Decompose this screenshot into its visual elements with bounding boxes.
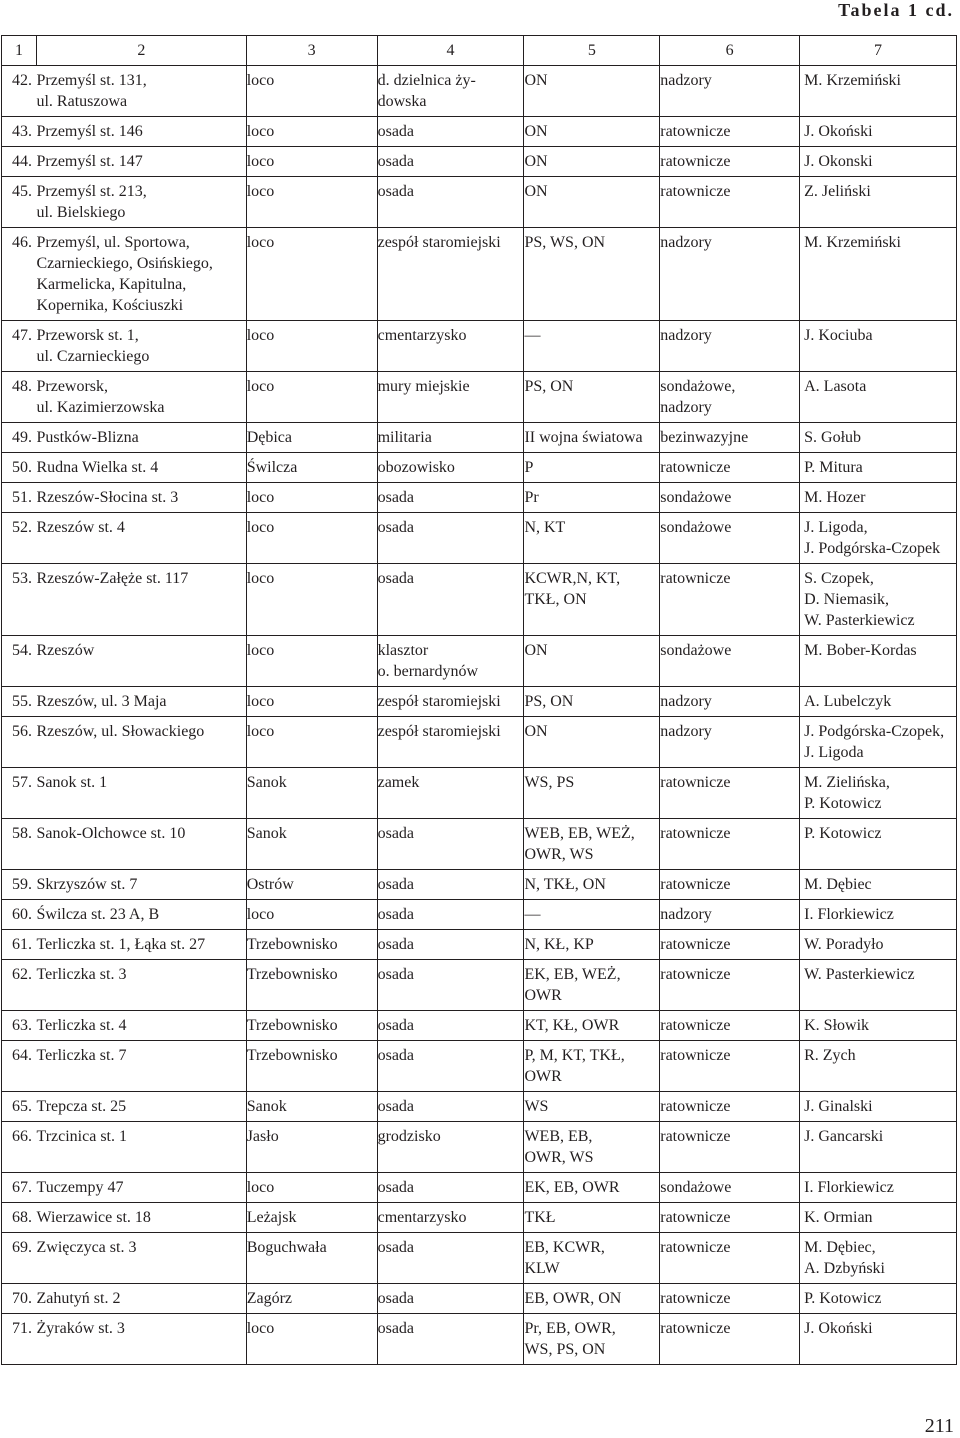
cell-municipality: Leżajsk — [246, 1203, 377, 1233]
cell-site: Sanok st. 1 — [36, 768, 246, 819]
cell-type: osada — [377, 1284, 524, 1314]
cell-research: ratownicze — [660, 960, 800, 1011]
cell-culture: ON — [524, 717, 660, 768]
table-row — [2, 1284, 957, 1314]
cell-site: Sanok-Olchowce st. 10 — [36, 819, 246, 870]
cell-author: M. Dębiec, A. Dzbyński — [800, 1233, 957, 1284]
table-row — [2, 423, 957, 453]
cell-number: 68. — [2, 1203, 37, 1233]
cell-type: osada — [377, 1092, 524, 1122]
cell-culture: Pr — [524, 483, 660, 513]
cell-type: zespół staromiejski — [377, 228, 524, 321]
column-header: 2 — [36, 36, 246, 66]
cell-author: S. Gołub — [800, 423, 957, 453]
cell-culture: — — [524, 321, 660, 372]
cell-site: Trzcinica st. 1 — [36, 1122, 246, 1173]
column-header: 3 — [246, 36, 377, 66]
table-row — [2, 483, 957, 513]
cell-type: osada — [377, 870, 524, 900]
cell-municipality: Dębica — [246, 423, 377, 453]
cell-culture: WS — [524, 1092, 660, 1122]
cell-author: J. Okoński — [800, 1314, 957, 1365]
cell-author: M. Krzemiński — [800, 66, 957, 117]
cell-culture: N, TKŁ, ON — [524, 870, 660, 900]
cell-culture: EB, OWR, ON — [524, 1284, 660, 1314]
cell-culture: N, KT — [524, 513, 660, 564]
cell-site: Przeworsk st. 1, ul. Czarnieckiego — [36, 321, 246, 372]
cell-municipality: loco — [246, 177, 377, 228]
cell-site: Tuczempy 47 — [36, 1173, 246, 1203]
cell-number: 49. — [2, 423, 37, 453]
cell-author: P. Kotowicz — [800, 819, 957, 870]
table-row — [2, 453, 957, 483]
column-header: 4 — [377, 36, 524, 66]
table-row — [2, 1122, 957, 1173]
cell-type: osada — [377, 960, 524, 1011]
cell-municipality: Trzebownisko — [246, 1041, 377, 1092]
cell-site: Zwięczyca st. 3 — [36, 1233, 246, 1284]
cell-research: nadzory — [660, 900, 800, 930]
cell-culture: P, M, KT, TKŁ, OWR — [524, 1041, 660, 1092]
cell-research: ratownicze — [660, 1314, 800, 1365]
cell-number: 59. — [2, 870, 37, 900]
cell-municipality: Trzebownisko — [246, 930, 377, 960]
cell-research: ratownicze — [660, 1092, 800, 1122]
cell-author: S. Czopek, D. Niemasik, W. Pasterkiewicz — [800, 564, 957, 636]
table-row — [2, 372, 957, 423]
cell-municipality: loco — [246, 717, 377, 768]
cell-author: K. Ormian — [800, 1203, 957, 1233]
cell-municipality: loco — [246, 228, 377, 321]
cell-number: 48. — [2, 372, 37, 423]
cell-number: 57. — [2, 768, 37, 819]
cell-culture: P — [524, 453, 660, 483]
cell-type: d. dzielnica ży- dowska — [377, 66, 524, 117]
cell-author: J. Kociuba — [800, 321, 957, 372]
cell-site: Rzeszów — [36, 636, 246, 687]
cell-number: 70. — [2, 1284, 37, 1314]
cell-site: Terliczka st. 3 — [36, 960, 246, 1011]
header-row — [2, 36, 957, 66]
table-row — [2, 870, 957, 900]
cell-number: 54. — [2, 636, 37, 687]
cell-site: Rzeszów-Załęże st. 117 — [36, 564, 246, 636]
cell-type: osada — [377, 117, 524, 147]
cell-culture: — — [524, 900, 660, 930]
cell-author: M. Hozer — [800, 483, 957, 513]
table-row — [2, 228, 957, 321]
cell-municipality: loco — [246, 1173, 377, 1203]
table-row — [2, 636, 957, 687]
cell-number: 46. — [2, 228, 37, 321]
cell-municipality: Zagórz — [246, 1284, 377, 1314]
page-number: 211 — [924, 1415, 954, 1437]
cell-type: osada — [377, 564, 524, 636]
cell-municipality: Sanok — [246, 819, 377, 870]
table-row — [2, 960, 957, 1011]
cell-culture: ON — [524, 177, 660, 228]
cell-number: 60. — [2, 900, 37, 930]
cell-research: nadzory — [660, 687, 800, 717]
cell-culture: EB, KCWR, KLW — [524, 1233, 660, 1284]
cell-municipality: Jasło — [246, 1122, 377, 1173]
cell-research: ratownicze — [660, 453, 800, 483]
cell-research: ratownicze — [660, 117, 800, 147]
cell-culture: WS, PS — [524, 768, 660, 819]
cell-author: P. Kotowicz — [800, 1284, 957, 1314]
cell-type: zespół staromiejski — [377, 687, 524, 717]
cell-site: Przemyśl st. 146 — [36, 117, 246, 147]
cell-number: 56. — [2, 717, 37, 768]
cell-number: 71. — [2, 1314, 37, 1365]
cell-research: nadzory — [660, 66, 800, 117]
cell-author: W. Pasterkiewicz — [800, 960, 957, 1011]
cell-municipality: Boguchwała — [246, 1233, 377, 1284]
cell-research: nadzory — [660, 717, 800, 768]
cell-site: Wierzawice st. 18 — [36, 1203, 246, 1233]
table-row — [2, 1011, 957, 1041]
table-header — [2, 36, 957, 66]
cell-research: sondażowe, nadzory — [660, 372, 800, 423]
table-row — [2, 1233, 957, 1284]
cell-culture: WEB, EB, OWR, WS — [524, 1122, 660, 1173]
table-row — [2, 1092, 957, 1122]
cell-site: Świlcza st. 23 A, B — [36, 900, 246, 930]
column-header: 7 — [800, 36, 957, 66]
cell-research: sondażowe — [660, 513, 800, 564]
cell-culture: ON — [524, 117, 660, 147]
table-row — [2, 1173, 957, 1203]
cell-research: ratownicze — [660, 1284, 800, 1314]
cell-author: K. Słowik — [800, 1011, 957, 1041]
cell-author: J. Ligoda, J. Podgórska-Czopek — [800, 513, 957, 564]
table-row — [2, 1041, 957, 1092]
cell-site: Przemyśl, ul. Sportowa, Czarnieckiego, Osińskiego, Karmelicka, Kapitulna, Kopernika, Kościuszki — [36, 228, 246, 321]
cell-author: M. Zielińska, P. Kotowicz — [800, 768, 957, 819]
cell-research: ratownicze — [660, 147, 800, 177]
cell-municipality: loco — [246, 687, 377, 717]
cell-research: ratownicze — [660, 1203, 800, 1233]
cell-culture: PS, WS, ON — [524, 228, 660, 321]
cell-type: osada — [377, 1041, 524, 1092]
cell-number: 52. — [2, 513, 37, 564]
cell-author: I. Florkiewicz — [800, 900, 957, 930]
cell-number: 50. — [2, 453, 37, 483]
cell-site: Przemyśl st. 147 — [36, 147, 246, 177]
cell-research: ratownicze — [660, 1011, 800, 1041]
cell-site: Rzeszów st. 4 — [36, 513, 246, 564]
cell-culture: ON — [524, 66, 660, 117]
cell-number: 43. — [2, 117, 37, 147]
cell-author: P. Mitura — [800, 453, 957, 483]
cell-municipality: Trzebownisko — [246, 1011, 377, 1041]
cell-author: I. Florkiewicz — [800, 1173, 957, 1203]
table-row — [2, 321, 957, 372]
cell-author: J. Okonski — [800, 147, 957, 177]
table-caption: Tabela 1 cd. — [838, 0, 954, 20]
table-row — [2, 147, 957, 177]
cell-type: cmentarzysko — [377, 321, 524, 372]
cell-author: A. Lubelczyk — [800, 687, 957, 717]
table-row — [2, 66, 957, 117]
cell-research: ratownicze — [660, 930, 800, 960]
cell-culture: EK, EB, OWR — [524, 1173, 660, 1203]
cell-municipality: loco — [246, 483, 377, 513]
cell-number: 65. — [2, 1092, 37, 1122]
cell-type: cmentarzysko — [377, 1203, 524, 1233]
cell-author: M. Dębiec — [800, 870, 957, 900]
cell-type: mury miejskie — [377, 372, 524, 423]
cell-site: Terliczka st. 4 — [36, 1011, 246, 1041]
table-row — [2, 687, 957, 717]
cell-municipality: Sanok — [246, 1092, 377, 1122]
cell-author: Z. Jeliński — [800, 177, 957, 228]
cell-research: ratownicze — [660, 1041, 800, 1092]
cell-site: Rzeszów, ul. Słowackiego — [36, 717, 246, 768]
cell-author: W. Poradyło — [800, 930, 957, 960]
cell-culture: WEB, EB, WEŻ, OWR, WS — [524, 819, 660, 870]
cell-number: 45. — [2, 177, 37, 228]
cell-type: osada — [377, 1173, 524, 1203]
cell-culture: Pr, EB, OWR, WS, PS, ON — [524, 1314, 660, 1365]
cell-culture: KT, KŁ, OWR — [524, 1011, 660, 1041]
cell-type: osada — [377, 147, 524, 177]
cell-site: Przeworsk, ul. Kazimierzowska — [36, 372, 246, 423]
cell-author: R. Zych — [800, 1041, 957, 1092]
cell-research: ratownicze — [660, 1233, 800, 1284]
column-header: 5 — [524, 36, 660, 66]
cell-site: Przemyśl st. 131, ul. Ratuszowa — [36, 66, 246, 117]
cell-municipality: loco — [246, 66, 377, 117]
cell-research: ratownicze — [660, 870, 800, 900]
cell-culture: PS, ON — [524, 372, 660, 423]
cell-type: osada — [377, 819, 524, 870]
cell-type: osada — [377, 483, 524, 513]
cell-culture: N, KŁ, KP — [524, 930, 660, 960]
cell-municipality: Sanok — [246, 768, 377, 819]
cell-type: obozowisko — [377, 453, 524, 483]
cell-site: Przemyśl st. 213, ul. Bielskiego — [36, 177, 246, 228]
cell-number: 62. — [2, 960, 37, 1011]
cell-municipality: Świlcza — [246, 453, 377, 483]
table-row — [2, 900, 957, 930]
cell-municipality: loco — [246, 513, 377, 564]
cell-municipality: loco — [246, 117, 377, 147]
column-header: 1 — [2, 36, 37, 66]
cell-research: sondażowe — [660, 483, 800, 513]
cell-number: 63. — [2, 1011, 37, 1041]
cell-site: Żyraków st. 3 — [36, 1314, 246, 1365]
cell-type: osada — [377, 900, 524, 930]
cell-type: grodzisko — [377, 1122, 524, 1173]
column-header: 6 — [660, 36, 800, 66]
cell-municipality: loco — [246, 636, 377, 687]
cell-research: ratownicze — [660, 177, 800, 228]
cell-municipality: Trzebownisko — [246, 960, 377, 1011]
cell-site: Trepcza st. 25 — [36, 1092, 246, 1122]
cell-culture: ON — [524, 147, 660, 177]
cell-research: sondażowe — [660, 636, 800, 687]
cell-site: Rzeszów, ul. 3 Maja — [36, 687, 246, 717]
cell-municipality: loco — [246, 900, 377, 930]
table-row — [2, 513, 957, 564]
cell-site: Pustków-Blizna — [36, 423, 246, 453]
cell-research: bezinwazyjne — [660, 423, 800, 453]
cell-type: osada — [377, 930, 524, 960]
cell-author: J. Okoński — [800, 117, 957, 147]
cell-research: nadzory — [660, 228, 800, 321]
table-row — [2, 819, 957, 870]
cell-research: sondażowe — [660, 1173, 800, 1203]
cell-author: M. Bober-Kordas — [800, 636, 957, 687]
table-row — [2, 930, 957, 960]
cell-culture: ON — [524, 636, 660, 687]
cell-research: ratownicze — [660, 1122, 800, 1173]
cell-municipality: loco — [246, 1314, 377, 1365]
cell-site: Terliczka st. 1, Łąka st. 27 — [36, 930, 246, 960]
cell-type: militaria — [377, 423, 524, 453]
cell-culture: KCWR,N, KT, TKŁ, ON — [524, 564, 660, 636]
cell-site: Rudna Wielka st. 4 — [36, 453, 246, 483]
cell-site: Zahutyń st. 2 — [36, 1284, 246, 1314]
cell-type: zespół staromiejski — [377, 717, 524, 768]
cell-site: Skrzyszów st. 7 — [36, 870, 246, 900]
cell-number: 47. — [2, 321, 37, 372]
cell-research: ratownicze — [660, 768, 800, 819]
cell-author: J. Ginalski — [800, 1092, 957, 1122]
cell-type: klasztor o. bernardynów — [377, 636, 524, 687]
table-row — [2, 177, 957, 228]
cell-number: 51. — [2, 483, 37, 513]
cell-culture: PS, ON — [524, 687, 660, 717]
cell-number: 44. — [2, 147, 37, 177]
cell-municipality: loco — [246, 321, 377, 372]
cell-type: osada — [377, 1233, 524, 1284]
cell-number: 42. — [2, 66, 37, 117]
cell-number: 58. — [2, 819, 37, 870]
table-body — [2, 66, 957, 1365]
cell-author: J. Gancarski — [800, 1122, 957, 1173]
cell-municipality: loco — [246, 147, 377, 177]
cell-number: 67. — [2, 1173, 37, 1203]
cell-culture: TKŁ — [524, 1203, 660, 1233]
cell-number: 55. — [2, 687, 37, 717]
cell-author: A. Lasota — [800, 372, 957, 423]
cell-author: M. Krzemiński — [800, 228, 957, 321]
cell-site: Terliczka st. 7 — [36, 1041, 246, 1092]
cell-author: J. Podgórska-Czopek, J. Ligoda — [800, 717, 957, 768]
cell-number: 69. — [2, 1233, 37, 1284]
cell-research: ratownicze — [660, 819, 800, 870]
table-row — [2, 717, 957, 768]
sites-table — [1, 35, 957, 1365]
cell-research: nadzory — [660, 321, 800, 372]
cell-research: ratownicze — [660, 564, 800, 636]
cell-municipality: loco — [246, 564, 377, 636]
table-row — [2, 1203, 957, 1233]
cell-type: osada — [377, 177, 524, 228]
table-row — [2, 117, 957, 147]
cell-type: osada — [377, 1011, 524, 1041]
cell-number: 66. — [2, 1122, 37, 1173]
cell-type: osada — [377, 513, 524, 564]
cell-municipality: Ostrów — [246, 870, 377, 900]
table-row — [2, 1314, 957, 1365]
table-row — [2, 564, 957, 636]
cell-site: Rzeszów-Słocina st. 3 — [36, 483, 246, 513]
cell-number: 61. — [2, 930, 37, 960]
cell-number: 53. — [2, 564, 37, 636]
cell-municipality: loco — [246, 372, 377, 423]
cell-culture: II wojna światowa — [524, 423, 660, 453]
table-row — [2, 768, 957, 819]
cell-culture: EK, EB, WEŻ, OWR — [524, 960, 660, 1011]
cell-type: zamek — [377, 768, 524, 819]
cell-type: osada — [377, 1314, 524, 1365]
cell-number: 64. — [2, 1041, 37, 1092]
